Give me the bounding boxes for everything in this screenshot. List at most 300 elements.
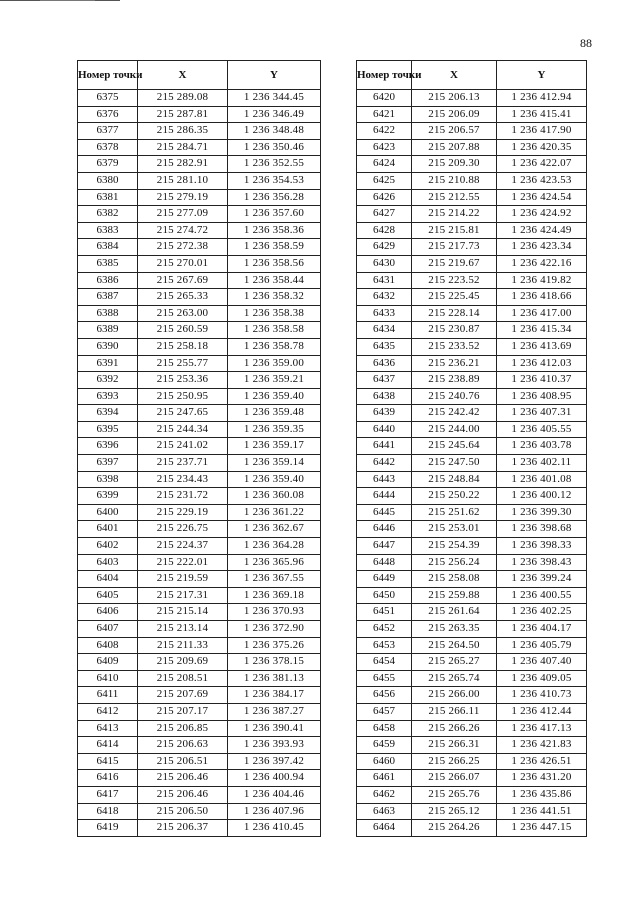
x-coordinate-cell: 215 206.46 [138,786,228,803]
x-coordinate-cell: 215 277.09 [138,206,228,223]
point-number-cell: 6403 [78,554,138,571]
x-coordinate-cell: 215 267.69 [138,272,228,289]
y-coordinate-cell: 1 236 370.93 [228,604,321,621]
table-row [78,388,321,405]
y-coordinate-cell: 1 236 359.21 [228,372,321,389]
y-coordinate-cell: 1 236 418.66 [497,289,587,306]
y-coordinate-cell: 1 236 431.20 [497,770,587,787]
y-coordinate-cell: 1 236 417.90 [497,123,587,140]
x-coordinate-cell: 215 251.62 [412,504,497,521]
table-row [78,703,321,720]
point-number-cell: 6426 [357,189,412,206]
y-coordinate-cell: 1 236 358.78 [228,338,321,355]
x-coordinate-cell: 215 266.25 [412,753,497,770]
x-coordinate-cell: 215 253.01 [412,521,497,538]
y-coordinate-cell: 1 236 404.17 [497,621,587,638]
header-y: Y [228,61,321,90]
x-coordinate-cell: 215 207.88 [412,139,497,156]
point-number-cell: 6393 [78,388,138,405]
table-row [78,90,321,107]
x-coordinate-cell: 215 284.71 [138,139,228,156]
table-row [357,322,587,339]
coordinates-table-right [356,60,587,837]
table-row [357,255,587,272]
point-number-cell: 6385 [78,255,138,272]
table-row [357,471,587,488]
y-coordinate-cell: 1 236 359.40 [228,388,321,405]
y-coordinate-cell: 1 236 417.13 [497,720,587,737]
table-row [78,753,321,770]
x-coordinate-cell: 215 282.91 [138,156,228,173]
y-coordinate-cell: 1 236 344.45 [228,90,321,107]
y-coordinate-cell: 1 236 419.82 [497,272,587,289]
y-coordinate-cell: 1 236 352.55 [228,156,321,173]
x-coordinate-cell: 215 209.30 [412,156,497,173]
point-number-cell: 6414 [78,737,138,754]
table-row [78,123,321,140]
x-coordinate-cell: 215 228.14 [412,305,497,322]
point-number-cell: 6417 [78,786,138,803]
table-row [78,189,321,206]
y-coordinate-cell: 1 236 357.60 [228,206,321,223]
x-coordinate-cell: 215 272.38 [138,239,228,256]
y-coordinate-cell: 1 236 399.30 [497,504,587,521]
x-coordinate-cell: 215 207.17 [138,703,228,720]
table-row [357,156,587,173]
x-coordinate-cell: 215 263.35 [412,621,497,638]
table-row [357,139,587,156]
x-coordinate-cell: 215 274.72 [138,222,228,239]
scan-corner-mark [0,0,120,7]
y-coordinate-cell: 1 236 358.32 [228,289,321,306]
y-coordinate-cell: 1 236 359.14 [228,455,321,472]
point-number-cell: 6456 [357,687,412,704]
x-coordinate-cell: 215 209.69 [138,654,228,671]
table-row [78,255,321,272]
x-coordinate-cell: 215 206.85 [138,720,228,737]
table-row [357,670,587,687]
point-number-cell: 6425 [357,172,412,189]
x-coordinate-cell: 215 260.59 [138,322,228,339]
table-row [357,206,587,223]
point-number-cell: 6464 [357,820,412,837]
y-coordinate-cell: 1 236 398.33 [497,538,587,555]
table-row [78,737,321,754]
coordinates-table-left [77,60,321,837]
x-coordinate-cell: 215 206.63 [138,737,228,754]
y-coordinate-cell: 1 236 435.86 [497,786,587,803]
point-number-cell: 6437 [357,372,412,389]
page-number: 88 [580,36,592,50]
y-coordinate-cell: 1 236 387.27 [228,703,321,720]
y-coordinate-cell: 1 236 360.08 [228,488,321,505]
y-coordinate-cell: 1 236 421.83 [497,737,587,754]
x-coordinate-cell: 215 266.07 [412,770,497,787]
x-coordinate-cell: 215 230.87 [412,322,497,339]
x-coordinate-cell: 215 206.57 [412,123,497,140]
table-row [357,770,587,787]
point-number-cell: 6392 [78,372,138,389]
table-row [78,820,321,837]
point-number-cell: 6396 [78,438,138,455]
table-row [78,554,321,571]
x-coordinate-cell: 215 240.76 [412,388,497,405]
y-coordinate-cell: 1 236 399.24 [497,571,587,588]
x-coordinate-cell: 215 206.13 [412,90,497,107]
point-number-cell: 6434 [357,322,412,339]
y-coordinate-cell: 1 236 359.35 [228,421,321,438]
point-number-cell: 6391 [78,355,138,372]
x-coordinate-cell: 215 219.59 [138,571,228,588]
x-coordinate-cell: 215 247.65 [138,405,228,422]
table-row [357,488,587,505]
table-header-row [357,61,587,90]
point-number-cell: 6430 [357,255,412,272]
y-coordinate-cell: 1 236 362.67 [228,521,321,538]
point-number-cell: 6376 [78,106,138,123]
y-coordinate-cell: 1 236 415.41 [497,106,587,123]
table-row [78,272,321,289]
x-coordinate-cell: 215 245.64 [412,438,497,455]
table-row [357,172,587,189]
x-coordinate-cell: 215 264.26 [412,820,497,837]
x-coordinate-cell: 215 222.01 [138,554,228,571]
table-row [78,172,321,189]
y-coordinate-cell: 1 236 367.55 [228,571,321,588]
y-coordinate-cell: 1 236 397.42 [228,753,321,770]
y-coordinate-cell: 1 236 378.15 [228,654,321,671]
x-coordinate-cell: 215 207.69 [138,687,228,704]
table-row [357,123,587,140]
x-coordinate-cell: 215 265.33 [138,289,228,306]
x-coordinate-cell: 215 224.37 [138,538,228,555]
y-coordinate-cell: 1 236 412.03 [497,355,587,372]
table-row [357,637,587,654]
table-row [357,388,587,405]
y-coordinate-cell: 1 236 354.53 [228,172,321,189]
x-coordinate-cell: 215 208.51 [138,670,228,687]
y-coordinate-cell: 1 236 384.17 [228,687,321,704]
table-row [78,571,321,588]
x-coordinate-cell: 215 279.19 [138,189,228,206]
x-coordinate-cell: 215 261.64 [412,604,497,621]
y-coordinate-cell: 1 236 402.11 [497,455,587,472]
point-number-cell: 6410 [78,670,138,687]
point-number-cell: 6436 [357,355,412,372]
point-number-cell: 6455 [357,670,412,687]
y-coordinate-cell: 1 236 405.55 [497,421,587,438]
y-coordinate-cell: 1 236 415.34 [497,322,587,339]
table-row [357,571,587,588]
table-row [78,488,321,505]
table-row [357,703,587,720]
x-coordinate-cell: 215 226.75 [138,521,228,538]
y-coordinate-cell: 1 236 358.56 [228,255,321,272]
point-number-cell: 6402 [78,538,138,555]
y-coordinate-cell: 1 236 400.12 [497,488,587,505]
y-coordinate-cell: 1 236 410.37 [497,372,587,389]
table-row [357,737,587,754]
y-coordinate-cell: 1 236 361.22 [228,504,321,521]
y-coordinate-cell: 1 236 410.45 [228,820,321,837]
table-row [78,786,321,803]
point-number-cell: 6447 [357,538,412,555]
y-coordinate-cell: 1 236 423.34 [497,239,587,256]
table-row [357,338,587,355]
y-coordinate-cell: 1 236 358.58 [228,322,321,339]
x-coordinate-cell: 215 264.50 [412,637,497,654]
y-coordinate-cell: 1 236 405.79 [497,637,587,654]
point-number-cell: 6435 [357,338,412,355]
table-row [78,305,321,322]
table-row [78,471,321,488]
y-coordinate-cell: 1 236 424.92 [497,206,587,223]
x-coordinate-cell: 215 265.76 [412,786,497,803]
y-coordinate-cell: 1 236 409.05 [497,670,587,687]
table-row [78,770,321,787]
x-coordinate-cell: 215 250.95 [138,388,228,405]
y-coordinate-cell: 1 236 372.90 [228,621,321,638]
point-number-cell: 6446 [357,521,412,538]
point-number-cell: 6444 [357,488,412,505]
x-coordinate-cell: 215 244.34 [138,421,228,438]
x-coordinate-cell: 215 266.31 [412,737,497,754]
x-coordinate-cell: 215 219.67 [412,255,497,272]
x-coordinate-cell: 215 248.84 [412,471,497,488]
x-coordinate-cell: 215 206.50 [138,803,228,820]
x-coordinate-cell: 215 258.08 [412,571,497,588]
y-coordinate-cell: 1 236 381.13 [228,670,321,687]
point-number-cell: 6399 [78,488,138,505]
x-coordinate-cell: 215 217.73 [412,239,497,256]
y-coordinate-cell: 1 236 413.69 [497,338,587,355]
point-number-cell: 6449 [357,571,412,588]
x-coordinate-cell: 215 270.01 [138,255,228,272]
point-number-cell: 6463 [357,803,412,820]
y-coordinate-cell: 1 236 398.68 [497,521,587,538]
table-row [357,720,587,737]
y-coordinate-cell: 1 236 358.36 [228,222,321,239]
table-row [357,355,587,372]
y-coordinate-cell: 1 236 358.38 [228,305,321,322]
table-row [78,222,321,239]
x-coordinate-cell: 215 211.33 [138,637,228,654]
y-coordinate-cell: 1 236 403.78 [497,438,587,455]
table-row [78,355,321,372]
x-coordinate-cell: 215 259.88 [412,587,497,604]
x-coordinate-cell: 215 217.31 [138,587,228,604]
table-row [78,156,321,173]
point-number-cell: 6457 [357,703,412,720]
point-number-cell: 6400 [78,504,138,521]
point-number-cell: 6453 [357,637,412,654]
table-row [78,139,321,156]
x-coordinate-cell: 215 229.19 [138,504,228,521]
x-coordinate-cell: 215 244.00 [412,421,497,438]
table-row [78,239,321,256]
table-row [78,654,321,671]
x-coordinate-cell: 215 281.10 [138,172,228,189]
point-number-cell: 6462 [357,786,412,803]
x-coordinate-cell: 215 266.26 [412,720,497,737]
x-coordinate-cell: 215 212.55 [412,189,497,206]
point-number-cell: 6397 [78,455,138,472]
point-number-cell: 6454 [357,654,412,671]
y-coordinate-cell: 1 236 408.95 [497,388,587,405]
y-coordinate-cell: 1 236 400.55 [497,587,587,604]
table-row [357,820,587,837]
point-number-cell: 6386 [78,272,138,289]
point-number-cell: 6407 [78,621,138,638]
point-number-cell: 6421 [357,106,412,123]
table-row [357,239,587,256]
table-row [78,338,321,355]
x-coordinate-cell: 215 236.21 [412,355,497,372]
x-coordinate-cell: 215 253.36 [138,372,228,389]
point-number-cell: 6451 [357,604,412,621]
y-coordinate-cell: 1 236 359.00 [228,355,321,372]
y-coordinate-cell: 1 236 369.18 [228,587,321,604]
table-row [357,438,587,455]
point-number-cell: 6418 [78,803,138,820]
point-number-cell: 6409 [78,654,138,671]
y-coordinate-cell: 1 236 426.51 [497,753,587,770]
x-coordinate-cell: 215 289.08 [138,90,228,107]
table-row [357,621,587,638]
table-row [357,106,587,123]
x-coordinate-cell: 215 206.09 [412,106,497,123]
y-coordinate-cell: 1 236 401.08 [497,471,587,488]
point-number-cell: 6440 [357,421,412,438]
table-row [357,538,587,555]
point-number-cell: 6383 [78,222,138,239]
table-row [357,786,587,803]
table-row [357,753,587,770]
y-coordinate-cell: 1 236 420.35 [497,139,587,156]
x-coordinate-cell: 215 250.22 [412,488,497,505]
table-row [78,720,321,737]
point-number-cell: 6384 [78,239,138,256]
y-coordinate-cell: 1 236 359.48 [228,405,321,422]
y-coordinate-cell: 1 236 356.28 [228,189,321,206]
point-number-cell: 6382 [78,206,138,223]
x-coordinate-cell: 215 233.52 [412,338,497,355]
header-point-number: Номер точки [78,61,138,90]
y-coordinate-cell: 1 236 358.59 [228,239,321,256]
point-number-cell: 6431 [357,272,412,289]
point-number-cell: 6378 [78,139,138,156]
point-number-cell: 6461 [357,770,412,787]
x-coordinate-cell: 215 206.46 [138,770,228,787]
y-coordinate-cell: 1 236 390.41 [228,720,321,737]
point-number-cell: 6375 [78,90,138,107]
table-row [78,604,321,621]
point-number-cell: 6395 [78,421,138,438]
point-number-cell: 6433 [357,305,412,322]
point-number-cell: 6424 [357,156,412,173]
x-coordinate-cell: 215 241.02 [138,438,228,455]
point-number-cell: 6401 [78,521,138,538]
table-row [357,372,587,389]
x-coordinate-cell: 215 255.77 [138,355,228,372]
point-number-cell: 6398 [78,471,138,488]
table-row [78,538,321,555]
x-coordinate-cell: 215 256.24 [412,554,497,571]
table-row [357,687,587,704]
point-number-cell: 6411 [78,687,138,704]
point-number-cell: 6443 [357,471,412,488]
point-number-cell: 6416 [78,770,138,787]
point-number-cell: 6428 [357,222,412,239]
point-number-cell: 6415 [78,753,138,770]
x-coordinate-cell: 215 213.14 [138,621,228,638]
point-number-cell: 6445 [357,504,412,521]
x-coordinate-cell: 215 286.35 [138,123,228,140]
point-number-cell: 6406 [78,604,138,621]
x-coordinate-cell: 215 265.74 [412,670,497,687]
table-row [357,421,587,438]
table-row [357,189,587,206]
y-coordinate-cell: 1 236 441.51 [497,803,587,820]
y-coordinate-cell: 1 236 364.28 [228,538,321,555]
x-coordinate-cell: 215 238.89 [412,372,497,389]
y-coordinate-cell: 1 236 375.26 [228,637,321,654]
table-row [78,106,321,123]
table-row [78,421,321,438]
point-number-cell: 6388 [78,305,138,322]
point-number-cell: 6420 [357,90,412,107]
y-coordinate-cell: 1 236 393.93 [228,737,321,754]
y-coordinate-cell: 1 236 400.94 [228,770,321,787]
x-coordinate-cell: 215 266.11 [412,703,497,720]
y-coordinate-cell: 1 236 424.49 [497,222,587,239]
y-coordinate-cell: 1 236 447.15 [497,820,587,837]
header-x: X [412,61,497,90]
x-coordinate-cell: 215 234.43 [138,471,228,488]
table-row [357,504,587,521]
table-row [78,405,321,422]
x-coordinate-cell: 215 215.14 [138,604,228,621]
table-row [78,455,321,472]
point-number-cell: 6442 [357,455,412,472]
y-coordinate-cell: 1 236 422.16 [497,255,587,272]
table-row [357,405,587,422]
y-coordinate-cell: 1 236 407.40 [497,654,587,671]
header-x: X [138,61,228,90]
point-number-cell: 6438 [357,388,412,405]
x-coordinate-cell: 215 210.88 [412,172,497,189]
x-coordinate-cell: 215 237.71 [138,455,228,472]
table-row [78,206,321,223]
point-number-cell: 6439 [357,405,412,422]
point-number-cell: 6412 [78,703,138,720]
table-row [78,372,321,389]
table-row [78,322,321,339]
point-number-cell: 6387 [78,289,138,306]
y-coordinate-cell: 1 236 412.44 [497,703,587,720]
table-row [78,587,321,604]
point-number-cell: 6408 [78,637,138,654]
y-coordinate-cell: 1 236 422.07 [497,156,587,173]
x-coordinate-cell: 215 225.45 [412,289,497,306]
x-coordinate-cell: 215 242.42 [412,405,497,422]
table-row [357,90,587,107]
y-coordinate-cell: 1 236 348.48 [228,123,321,140]
table-row [357,222,587,239]
table-header-row [78,61,321,90]
table-row [357,272,587,289]
x-coordinate-cell: 215 223.52 [412,272,497,289]
